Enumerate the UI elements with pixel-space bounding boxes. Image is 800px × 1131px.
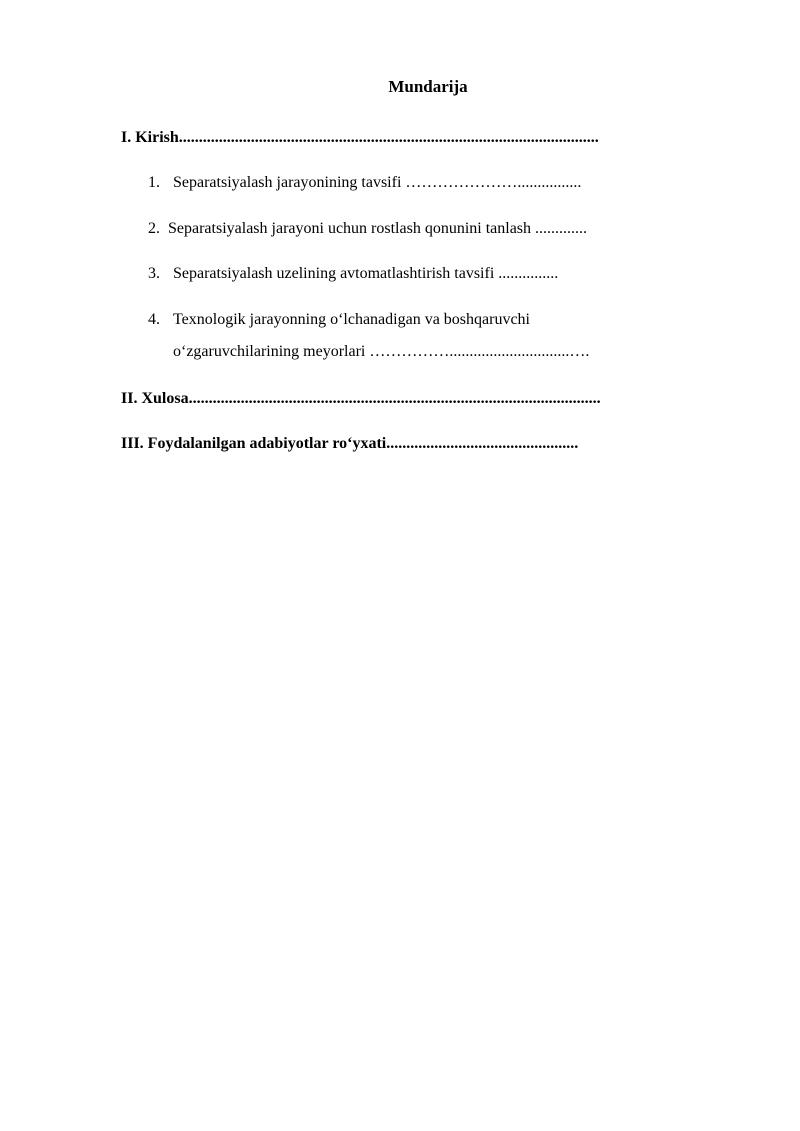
toc-entry-number: 4. — [148, 311, 160, 328]
toc-entry-4 — [148, 310, 530, 330]
toc-entry-kirish: I. Kirish......................................................................................................... — [121, 129, 599, 146]
toc-entry-3 — [148, 264, 558, 284]
toc-entry-2 — [148, 219, 587, 239]
toc-entry-text: Separatsiyalash uzelining avtomatlashtirish tavsifi ............... — [173, 265, 559, 282]
toc-entry-text: Texnologik jarayonning o‘lchanadigan va boshqaruvchi — [173, 311, 530, 328]
toc-entry-number: 1. — [148, 174, 160, 191]
toc-entry-1 — [148, 173, 581, 193]
toc-entry-number: 3. — [148, 265, 160, 282]
toc-entry-number: 2. — [148, 220, 160, 237]
page-title: Mundarija — [388, 77, 468, 96]
toc-entry-4-continuation: o‘zgaruvchilarining meyorlari ……………..............................…. — [173, 343, 590, 360]
toc-entry-text: Separatsiyalash jarayonining tavsifi …………………................ — [173, 174, 582, 191]
toc-entry-xulosa: II. Xulosa....................................................................................................... — [121, 390, 601, 407]
toc-entry-text: Separatsiyalash jarayoni uchun rostlash qonunini tanlash ............. — [168, 220, 588, 237]
toc-entry-adabiyotlar: III. Foydalanilgan adabiyotlar ro‘yxati................................................ — [121, 435, 579, 452]
